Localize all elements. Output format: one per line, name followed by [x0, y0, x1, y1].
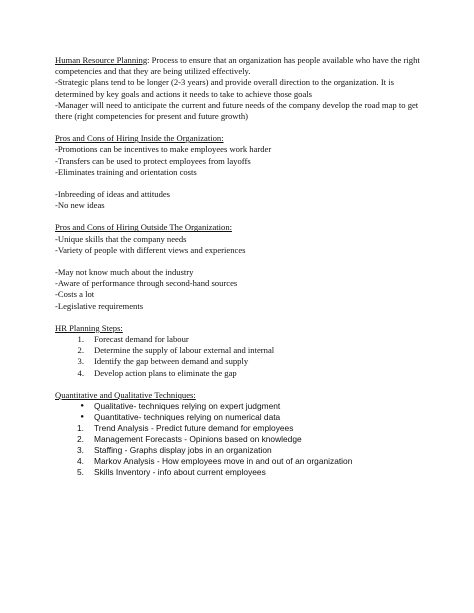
outside-heading: Pros and Cons of Hiring Outside The Organization:: [55, 222, 233, 233]
hrp-heading: Human Resource Planning: [55, 55, 148, 65]
steps-list: [55, 334, 427, 379]
inside-heading: Pros and Cons of Hiring Inside the Organization:: [55, 133, 224, 144]
inside-pro: -Promotions can be incentives to make employees work harder: [55, 144, 272, 155]
techniques-bullets: [55, 401, 427, 423]
list-text: Markov Analysis - How employees move in and out of an organization: [94, 455, 353, 466]
list-number: 4.: [77, 455, 84, 466]
list-number: 2.: [77, 345, 84, 356]
outside-pro: -Unique skills that the company needs: [55, 233, 187, 244]
list-item: [55, 423, 427, 434]
bullet-icon: ●: [80, 413, 84, 420]
techniques-heading: Quantitative and Qualitative Techniques:: [55, 389, 196, 400]
steps-heading: HR Planning Steps:: [55, 322, 123, 333]
list-item: [55, 434, 427, 445]
hrp-intro: : Process to ensure that an organization has people available who have the right competencies and that they are being utilized effectively.: [55, 55, 420, 77]
list-number: 3.: [77, 356, 84, 367]
list-text: Skills Inventory - info about current employees: [94, 466, 266, 477]
list-item: [55, 334, 427, 345]
list-text: Qualitative- techniques relying on expert judgment: [94, 401, 281, 412]
outside-pro: -Variety of people with different views and experiences: [55, 244, 246, 255]
list-text: Management Forecasts - Opinions based on knowledge: [94, 433, 302, 444]
outside-con: -Costs a lot: [55, 289, 95, 300]
list-number: 3.: [77, 444, 84, 455]
inside-pro: -Eliminates training and orientation costs: [55, 166, 197, 177]
list-text: Staffing - Graphs display jobs in an organization: [94, 444, 272, 455]
list-item: [55, 345, 427, 356]
list-number: 5.: [77, 466, 84, 477]
list-text: Quantitative- techniques relying on numerical data: [94, 411, 281, 422]
techniques-list: [55, 423, 427, 478]
inside-con: -Inbreeding of ideas and attitudes: [55, 189, 171, 200]
list-text: Identify the gap between demand and supply: [94, 356, 249, 367]
list-text: Forecast demand for labour: [94, 334, 189, 345]
document-body: [55, 55, 427, 477]
list-number: 4.: [77, 367, 84, 378]
outside-con: -Aware of performance through second-hand sources: [55, 278, 238, 289]
list-number: 1.: [77, 334, 84, 345]
list-item: [55, 467, 427, 478]
list-item: [55, 356, 427, 367]
outside-con: -May not know much about the industry: [55, 267, 194, 278]
list-item: [55, 401, 427, 412]
list-text: Develop action plans to eliminate the gap: [94, 367, 237, 378]
inside-con: -No new ideas: [55, 200, 105, 211]
list-text: Trend Analysis - Predict future demand for employees: [94, 422, 294, 433]
list-item: [55, 456, 427, 467]
list-item: [55, 412, 427, 423]
list-text: Determine the supply of labour external and internal: [94, 345, 275, 356]
hrp-line: -Strategic plans tend to be longer (2-3 years) and provide overall direction to the organization. It is determined by key goals and actions it needs to take to achieve those goals: [55, 77, 394, 99]
list-item: [55, 445, 427, 456]
list-number: 2.: [77, 433, 84, 444]
list-item: [55, 368, 427, 379]
outside-con: -Legislative requirements: [55, 300, 144, 311]
hrp-line: -Manager will need to anticipate the current and future needs of the company develop the road map to get there (right competencies for present and future growth): [55, 99, 419, 122]
inside-pro: -Transfers can be used to protect employees from layoffs: [55, 155, 251, 166]
hrp-paragraph: [55, 55, 427, 77]
list-number: 1.: [77, 422, 84, 433]
bullet-icon: ●: [80, 403, 84, 410]
